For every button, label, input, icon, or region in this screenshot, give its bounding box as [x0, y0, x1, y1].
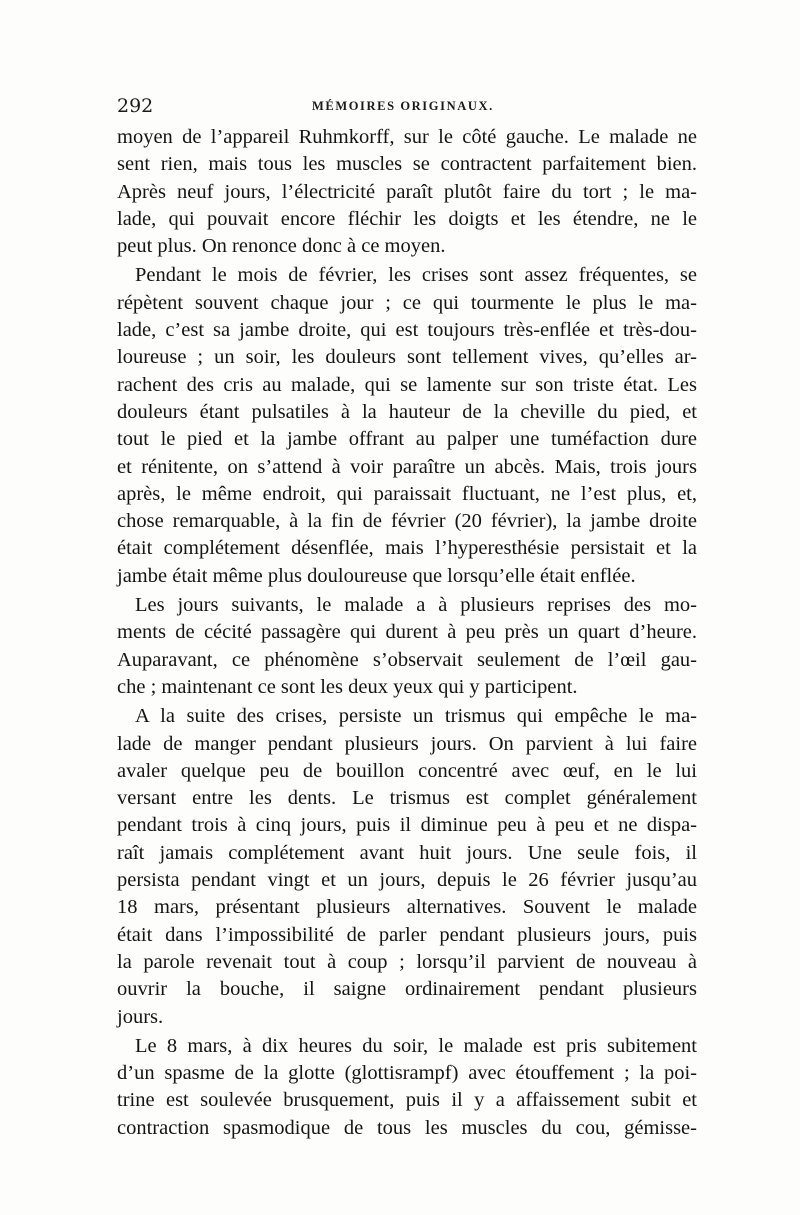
text-line: persista pendant vingt et un jours, depuis le 26 février jusqu’au [117, 869, 697, 892]
text-line: chose remarquable, à la fin de février (20 février), la jambe droite [117, 510, 697, 533]
text-line: douleurs étant pulsatiles à la hauteur de la cheville du pied, et [117, 400, 697, 423]
text-line: ments de cécité passagère qui durent à peu près un quart d’heure. [117, 621, 697, 644]
text-line: la parole revenait tout à coup ; lorsqu’il parvient de nouveau à [117, 950, 697, 973]
text-line: pendant trois à cinq jours, puis il diminue peu à peu et ne dispa- [117, 814, 697, 837]
text-line: et rénitente, on s’attend à voir paraître un abcès. Mais, trois jours [117, 455, 697, 478]
text-line: moyen de l’appareil Ruhmkorff, sur le côté gauche. Le malade ne [117, 126, 697, 148]
text-line: lade, c’est sa jambe droite, qui est toujours très-enflée et très-dou- [117, 319, 697, 342]
text-line: loureuse ; un soir, les douleurs sont tellement vives, qu’elles ar- [117, 346, 697, 369]
text-line: sent rien, mais tous les muscles se contractent parfaitement bien. [117, 153, 697, 176]
text-line: lade de manger pendant plusieurs jours. On parvient à lui faire [117, 732, 697, 755]
text-line: A la suite des crises, persiste un trismus qui empêche le ma- [135, 705, 697, 728]
text-line: tout le pied et la jambe offrant au palper une tuméfaction dure [117, 428, 697, 451]
text-line: Après neuf jours, l’électricité paraît plutôt faire du tort ; le ma- [117, 180, 697, 203]
text-line: Auparavant, ce phénomène s’observait seulement de l’œil gau- [117, 648, 697, 671]
text-line: Le 8 mars, à dix heures du soir, le malade est pris subitement [135, 1034, 697, 1057]
text-line: après, le même endroit, qui paraissait fluctuant, ne l’est plus, et, [117, 482, 697, 505]
body-text [117, 124, 697, 1142]
text-line: lade, qui pouvait encore fléchir les doigts et les étendre, ne le [117, 207, 697, 230]
text-line: trine est soulevée brusquement, puis il y a affaissement subit et [117, 1089, 697, 1112]
text-line: ouvrir la bouche, il saigne ordinairement pendant plusieurs [117, 978, 697, 1001]
text-line: 18 mars, présentant plusieurs alternatives. Souvent le malade [117, 896, 697, 919]
text-line: était complétement désenflée, mais l’hyperesthésie persistait et la [117, 537, 697, 560]
page-header [117, 95, 697, 119]
text-line: répètent souvent chaque jour ; ce qui tourmente le plus le ma- [117, 291, 697, 314]
text-line: jambe était même plus douloureuse que lorsqu’elle était enflée. [117, 564, 636, 587]
text-line: versant entre les dents. Le trismus est complet généralement [117, 787, 697, 810]
text-line: peut plus. On renonce donc à ce moyen. [117, 235, 446, 258]
running-title: MÉMOIRES ORIGINAUX. [312, 99, 494, 113]
text-line: jours. [117, 1005, 164, 1028]
page-number: 292 [117, 95, 154, 117]
text-line: contraction spasmodique de tous les muscles du cou, gémisse- [117, 1116, 697, 1139]
text-line: Les jours suivants, le malade a à plusieurs reprises des mo- [135, 594, 697, 617]
text-line: Pendant le mois de février, les crises sont assez fréquentes, se [135, 264, 697, 287]
text-line: rachent des cris au malade, qui se lamente sur son triste état. Les [117, 373, 697, 396]
text-line: avaler quelque peu de bouillon concentré avec œuf, en le lui [117, 759, 697, 782]
text-line: raît jamais complétement avant huit jours. Une seule fois, il [117, 841, 697, 864]
text-line: était dans l’impossibilité de parler pendant plusieurs jours, puis [117, 923, 697, 946]
text-line: d’un spasme de la glotte (glottisrampf) avec étouffement ; la poi- [117, 1062, 697, 1085]
text-line: che ; maintenant ce sont les deux yeux qui y participent. [117, 675, 578, 698]
